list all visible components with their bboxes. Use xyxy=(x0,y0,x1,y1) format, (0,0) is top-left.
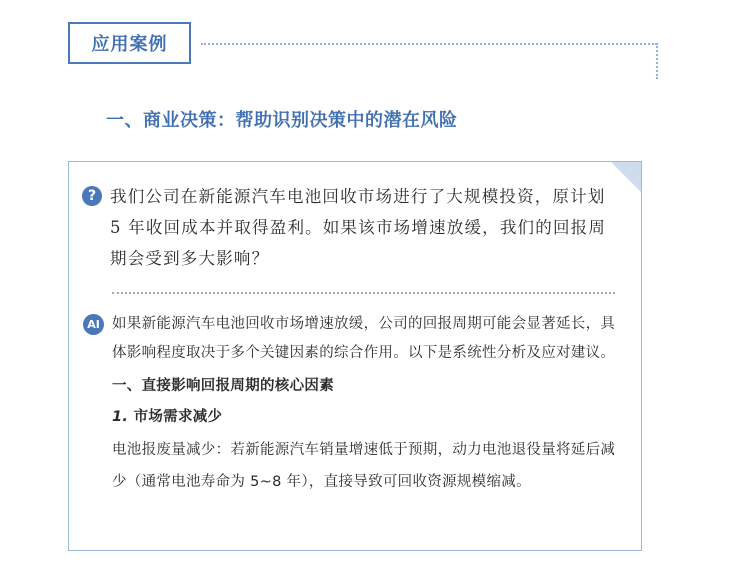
tag-dotted-line xyxy=(201,43,657,45)
answer-subsection-text: 电池报废量减少：若新能源汽车销量增速低于预期，动力电池退役量将延后减少（通常电池寿命为 5~8 年），直接导致可回收资源规模缩减。 xyxy=(112,442,616,490)
answer-subsection-title xyxy=(112,400,618,434)
section-heading: 一、商业决策：帮助识别决策中的潜在风险 xyxy=(106,110,458,131)
question-icon: ? xyxy=(82,186,102,206)
answer-intro: 如果新能源汽车电池回收市场增速放缓，公司的回报周期可能会显著延长，具体影响程度取决于多个关键因素的综合作用。以下是系统性分析及应对建议。 xyxy=(112,316,616,361)
subsection-number: 1. xyxy=(112,409,129,425)
dotted-divider xyxy=(112,292,615,294)
question-text: 我们公司在新能源汽车电池回收市场进行了大规模投资，原计划 5 年收回成本并取得盈利。如果该市场增速放缓，我们的回报周期会受到多大影响？ xyxy=(110,187,607,268)
tag-dotted-line-end xyxy=(656,43,658,79)
ai-icon: AI xyxy=(83,314,104,335)
subsection-title-text: 市场需求减少 xyxy=(133,409,223,425)
section-tag: 应用案例 xyxy=(68,22,191,64)
answer-block xyxy=(112,310,618,498)
answer-section-title: 一、直接影响回报周期的核心因素 xyxy=(112,378,334,394)
